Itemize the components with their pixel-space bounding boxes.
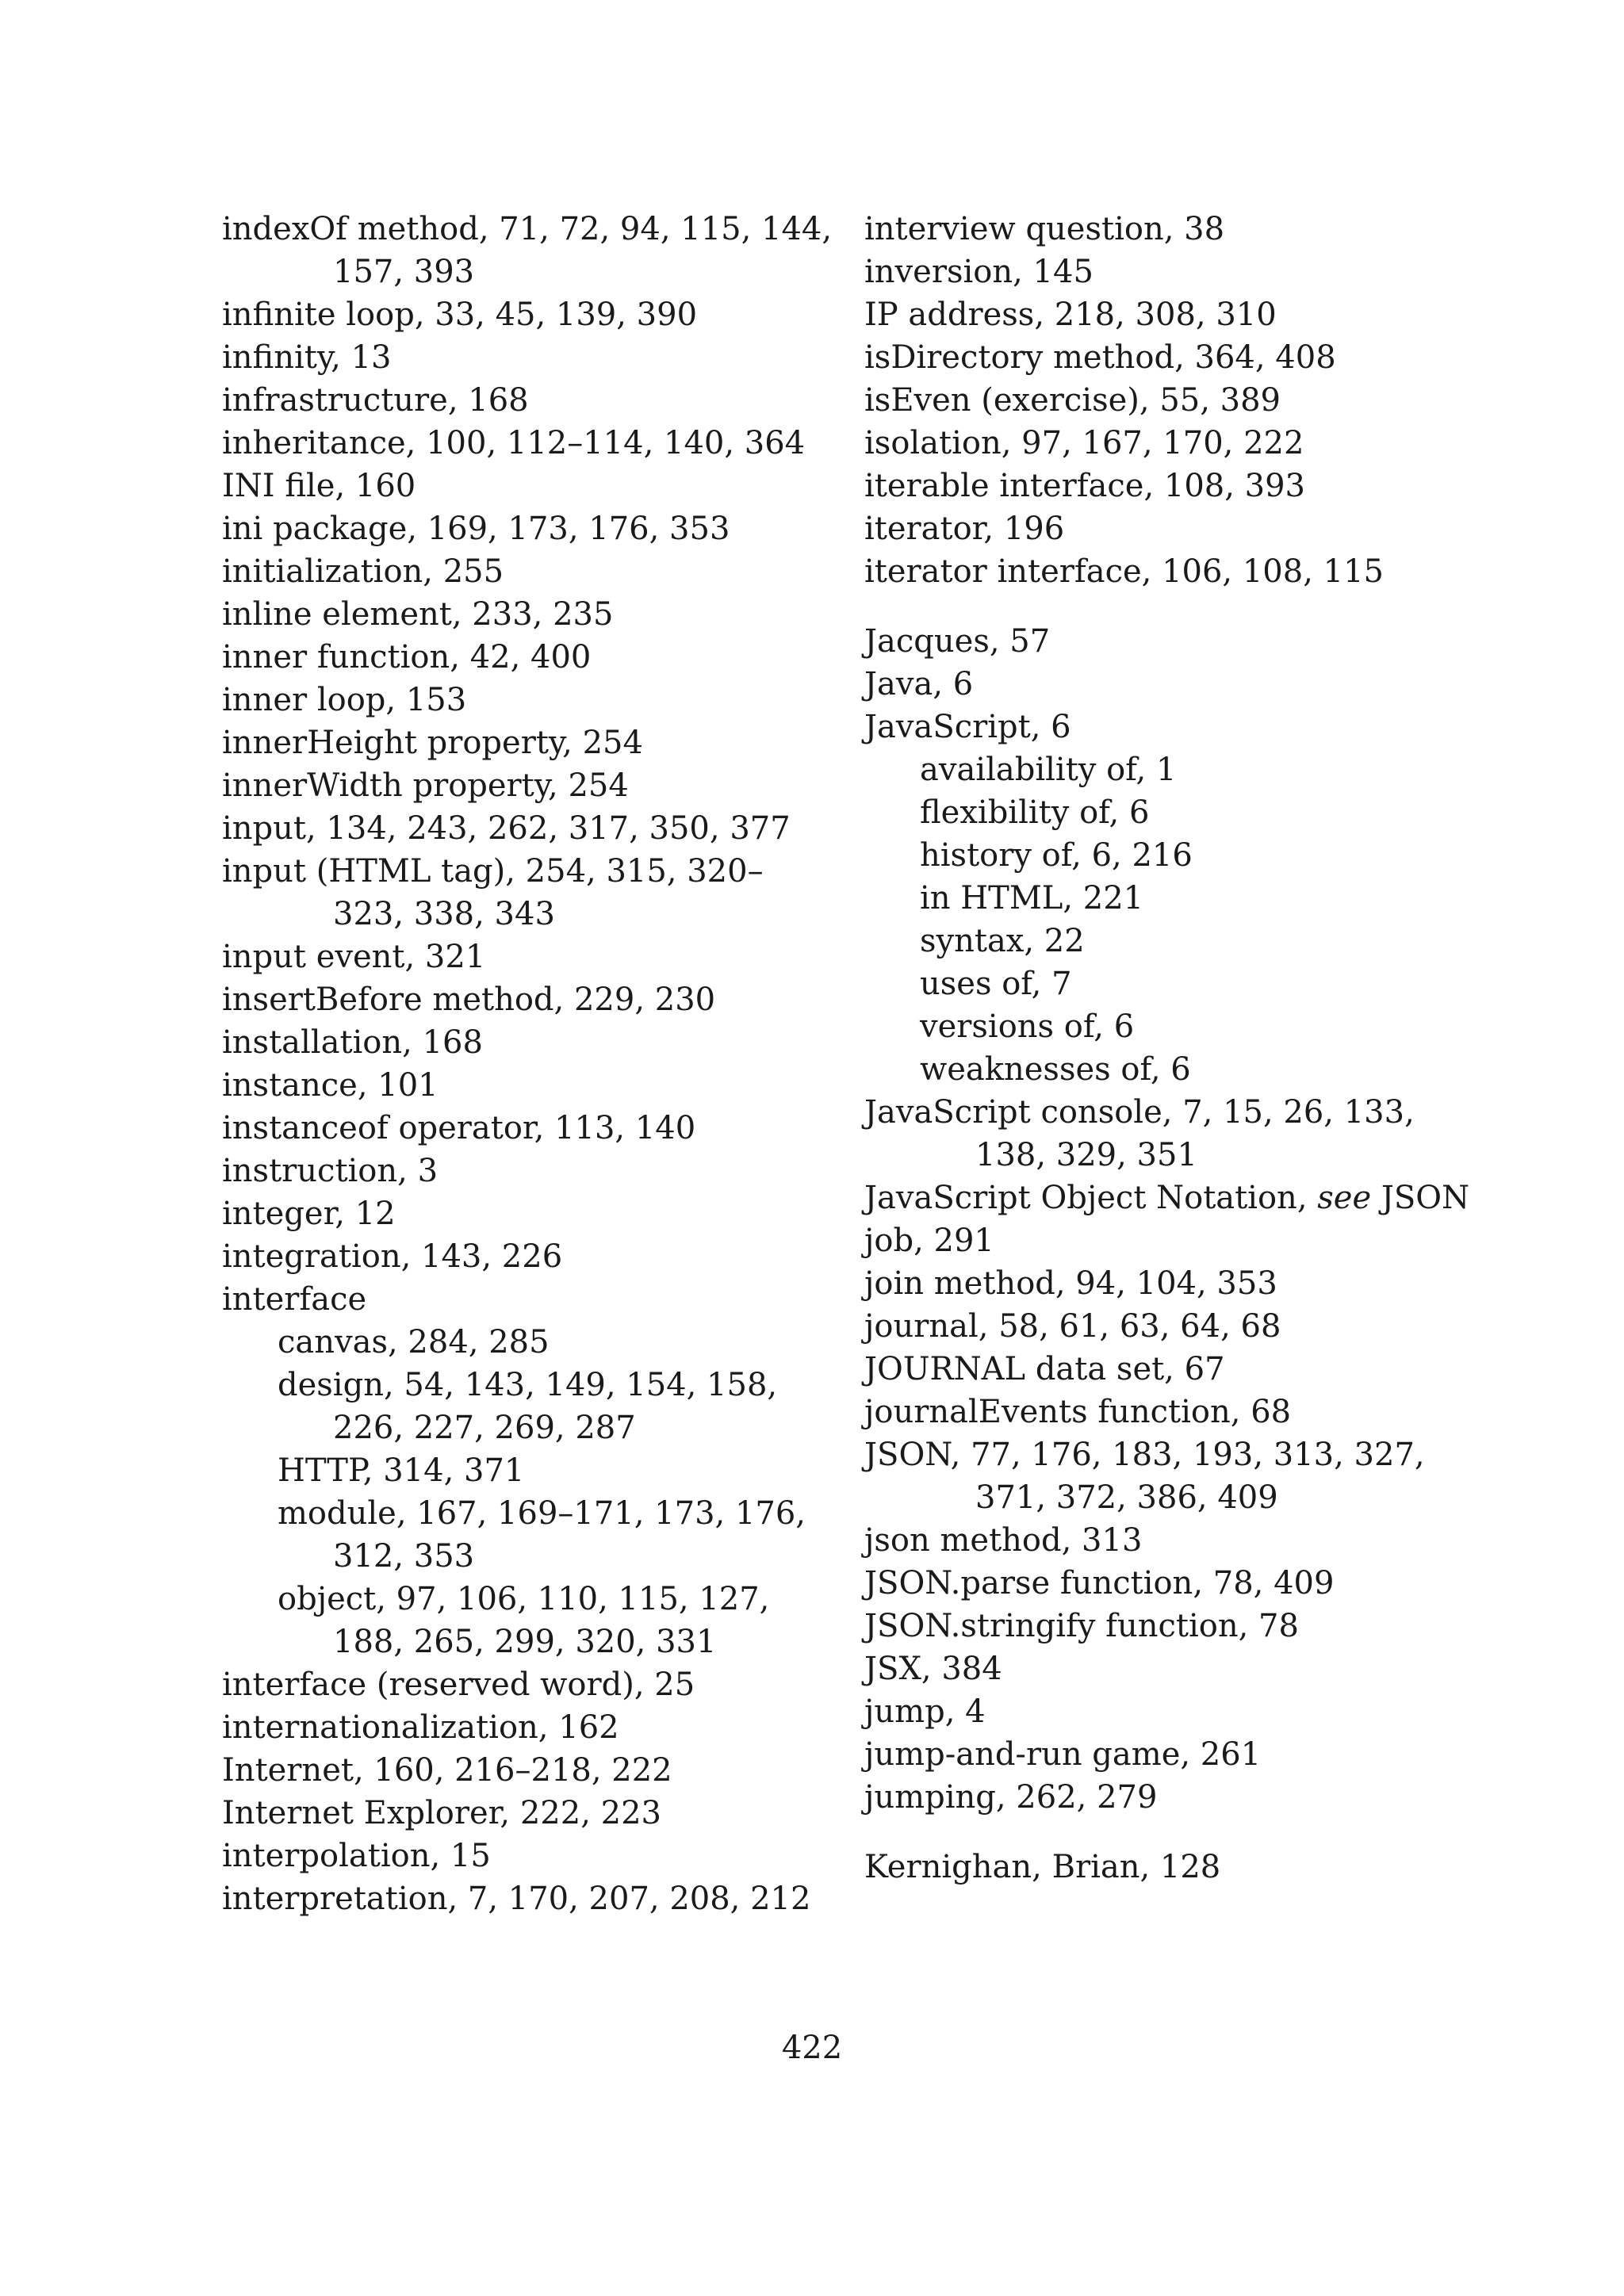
index-entry-continuation: 371, 372, 386, 409 [975, 1479, 1278, 1516]
index-entry [864, 1433, 1451, 1519]
index-entry-text: instance, 101 [222, 1067, 439, 1104]
index-entry-text: journalEvents function, 68 [864, 1394, 1292, 1430]
index-entry-continuation: 138, 329, 351 [975, 1137, 1197, 1173]
index-entry [222, 721, 793, 764]
index-entry [222, 1235, 793, 1278]
index-subentry [864, 920, 1451, 962]
index-subentry [864, 791, 1451, 834]
index-entry-text: JOURNAL data set, 67 [864, 1351, 1225, 1387]
index-subentry [222, 1492, 806, 1578]
index-entry [864, 1305, 1451, 1348]
index-entry-text: isEven (exercise), 55, 389 [864, 382, 1281, 419]
index-subentry [864, 877, 1451, 920]
index-entry-text: interpretation, 7, 170, 207, 208, 212 [222, 1881, 811, 1917]
index-subentry [864, 748, 1451, 791]
index-entry-text: input event, 321 [222, 939, 486, 975]
index-entry [222, 807, 793, 850]
index-entry-text: innerHeight property, 254 [222, 725, 643, 761]
index-entry [222, 936, 793, 978]
index-entry-text: interface (reserved word), 25 [222, 1667, 695, 1703]
index-entry-text: isolation, 97, 167, 170, 222 [864, 425, 1304, 461]
index-entry-text: history of, 6, 216 [920, 837, 1193, 874]
index-entry-text: syntax, 22 [920, 923, 1085, 959]
index-subentry [222, 1578, 793, 1663]
index-entry-text: JSON.stringify function, 78 [864, 1608, 1299, 1644]
index-entry-text: uses of, 7 [920, 966, 1072, 1002]
index-entry-text: internationalization, 162 [222, 1709, 619, 1746]
index-entry-text: instruction, 3 [222, 1153, 439, 1189]
index-entry-text: infinity, 13 [222, 339, 392, 376]
index-entry-text: JavaScript Object Notation, [864, 1180, 1318, 1216]
index-entry [864, 1219, 1451, 1262]
index-entry-text: flexibility of, 6 [920, 794, 1150, 831]
index-entry-text: Kernighan, Brian, 128 [864, 1849, 1221, 1885]
index-entry-continuation: 188, 265, 299, 320, 331 [333, 1624, 717, 1660]
index-entry-text: design, 54, 143, 149, 154, 158, [278, 1367, 778, 1403]
index-entry [222, 679, 793, 721]
index-entry [864, 1177, 1470, 1219]
index-entry-text: json method, 313 [864, 1522, 1143, 1559]
index-entry [864, 620, 1451, 663]
index-entry-text: innerWidth property, 254 [222, 767, 629, 804]
index-entry [864, 550, 1451, 593]
index-entry-text: jump, 4 [864, 1693, 986, 1730]
index-entry-text: instanceof operator, 113, 140 [222, 1110, 696, 1146]
index-entry [864, 422, 1451, 465]
index-entry [222, 850, 793, 936]
index-entry [864, 379, 1451, 422]
index-entry [864, 1776, 1451, 1819]
index-entry [222, 1278, 793, 1321]
see-target: JSON [1371, 1180, 1470, 1216]
index-entry [864, 1091, 1451, 1177]
index-subentry [864, 834, 1451, 877]
index-entry-text: initialization, 255 [222, 553, 504, 590]
index-entry-text: interpolation, 15 [222, 1838, 491, 1874]
index-entry [222, 1792, 793, 1835]
index-entry-text: HTTP, 314, 371 [278, 1452, 525, 1489]
index-entry [222, 1835, 793, 1877]
index-entry [222, 1064, 793, 1107]
index-entry [864, 1690, 1451, 1733]
index-entry-text: canvas, 284, 285 [278, 1324, 550, 1360]
index-entry [864, 208, 1451, 251]
index-entry [864, 1647, 1451, 1690]
index-entry-text: JSON, 77, 176, 183, 193, 313, 327, [864, 1437, 1425, 1473]
index-entry-text: isDirectory method, 364, 408 [864, 339, 1336, 376]
index-entry-text: JSON.parse function, 78, 409 [864, 1565, 1335, 1601]
index-entry-text: integer, 12 [222, 1196, 396, 1232]
index-entry [222, 336, 793, 379]
index-entry-text: iterable interface, 108, 393 [864, 468, 1305, 504]
index-entry [864, 251, 1451, 293]
index-entry-text: interview question, 38 [864, 211, 1225, 247]
page-number: 422 [781, 2030, 843, 2066]
index-entry [222, 550, 793, 593]
index-entry [864, 706, 1451, 748]
index-entry [222, 1107, 793, 1150]
index-entry-text: INI file, 160 [222, 468, 416, 504]
index-entry [864, 1348, 1451, 1391]
index-entry [864, 1605, 1451, 1647]
index-entry-text: job, 291 [864, 1223, 994, 1259]
index-entry-continuation: 323, 338, 343 [333, 896, 555, 932]
index-entry-text: IP address, 218, 308, 310 [864, 297, 1277, 333]
index-entry-text: inheritance, 100, 112–114, 140, 364 [222, 425, 806, 461]
index-entry-text: Jacques, 57 [864, 623, 1051, 660]
index-entry [222, 208, 833, 293]
index-entry-text: object, 97, 106, 110, 115, 127, [278, 1581, 770, 1617]
index-subentry [864, 1005, 1451, 1048]
index-entry [222, 1663, 793, 1706]
index-entry-text: Internet Explorer, 222, 223 [222, 1795, 661, 1831]
index-entry [222, 1150, 793, 1192]
index-column-right [864, 208, 1470, 1888]
index-entry [222, 593, 793, 636]
index-entry-text: insertBefore method, 229, 230 [222, 982, 716, 1018]
index-entry-text: infinite loop, 33, 45, 139, 390 [222, 297, 698, 333]
index-entry-text: versions of, 6 [920, 1008, 1135, 1045]
index-entry-text: interface [222, 1281, 367, 1318]
index-entry-text: module, 167, 169–171, 173, 176, [278, 1495, 806, 1532]
index-entry [222, 636, 793, 679]
index-entry-text: Internet, 160, 216–218, 222 [222, 1752, 672, 1789]
index-entry [864, 507, 1451, 550]
index-entry-text: input, 134, 243, 262, 317, 350, 377 [222, 810, 791, 847]
index-entry [222, 379, 793, 422]
index-entry-text: indexOf method, 71, 72, 94, 115, 144, [222, 211, 833, 247]
index-entry [222, 1192, 793, 1235]
index-entry-continuation: 226, 227, 269, 287 [333, 1410, 636, 1446]
index-entry [864, 1262, 1451, 1305]
index-entry [222, 1706, 793, 1749]
index-entry-text: input (HTML tag), 254, 315, 320– [222, 853, 764, 890]
index-entry-text: availability of, 1 [920, 752, 1177, 788]
index-entry-text: join method, 94, 104, 353 [864, 1265, 1277, 1302]
index-entry-text: integration, 143, 226 [222, 1238, 563, 1275]
index-entry [864, 336, 1451, 379]
index-entry [864, 1562, 1451, 1605]
index-entry [864, 663, 1451, 706]
index-entry [864, 465, 1451, 507]
index-entry-text: weaknesses of, 6 [920, 1051, 1191, 1088]
index-entry [864, 1733, 1451, 1776]
index-entry [222, 507, 793, 550]
index-entry [222, 1021, 793, 1064]
index-entry [222, 293, 793, 336]
index-entry-continuation: 157, 393 [333, 254, 475, 290]
index-entry-text: JSX, 384 [864, 1651, 1002, 1687]
index-entry [222, 465, 793, 507]
index-entry-text: iterator interface, 106, 108, 115 [864, 553, 1384, 590]
index-entry-text: inner loop, 153 [222, 682, 467, 718]
index-entry-text: Java, 6 [864, 666, 974, 702]
index-column-left [222, 208, 833, 1920]
index-entry [864, 1846, 1451, 1888]
see-reference: see [1317, 1180, 1372, 1216]
index-entry-text: iterator, 196 [864, 511, 1065, 547]
index-entry-text: JavaScript, 6 [864, 709, 1071, 745]
index-entry [222, 1749, 793, 1792]
index-subentry [864, 962, 1451, 1005]
index-entry [222, 978, 793, 1021]
index-entry-text: ini package, 169, 173, 176, 353 [222, 511, 730, 547]
index-subentry [864, 1048, 1451, 1091]
index-entry [864, 1519, 1451, 1562]
index-subentry [222, 1364, 793, 1449]
index-entry [864, 1391, 1451, 1433]
index-entry-text: inner function, 42, 400 [222, 639, 592, 675]
index-entry-text: JavaScript console, 7, 15, 26, 133, [864, 1094, 1415, 1131]
index-entry-text: journal, 58, 61, 63, 64, 68 [864, 1308, 1281, 1345]
index-entry-text: installation, 168 [222, 1024, 483, 1061]
index-entry-text: inline element, 233, 235 [222, 596, 614, 633]
index-entry [222, 1877, 811, 1920]
index-entry [222, 422, 806, 465]
index-entry-text: inversion, 145 [864, 254, 1094, 290]
index-entry-text: jump-and-run game, 261 [864, 1736, 1262, 1773]
index-subentry [222, 1449, 793, 1492]
index-entry [222, 764, 793, 807]
index-entry-text: in HTML, 221 [920, 880, 1144, 916]
index-entry-text: jumping, 262, 279 [864, 1779, 1158, 1816]
index-entry-continuation: 312, 353 [333, 1538, 475, 1575]
index-entry-text: infrastructure, 168 [222, 382, 529, 419]
index-entry [864, 293, 1451, 336]
index-subentry [222, 1321, 793, 1364]
